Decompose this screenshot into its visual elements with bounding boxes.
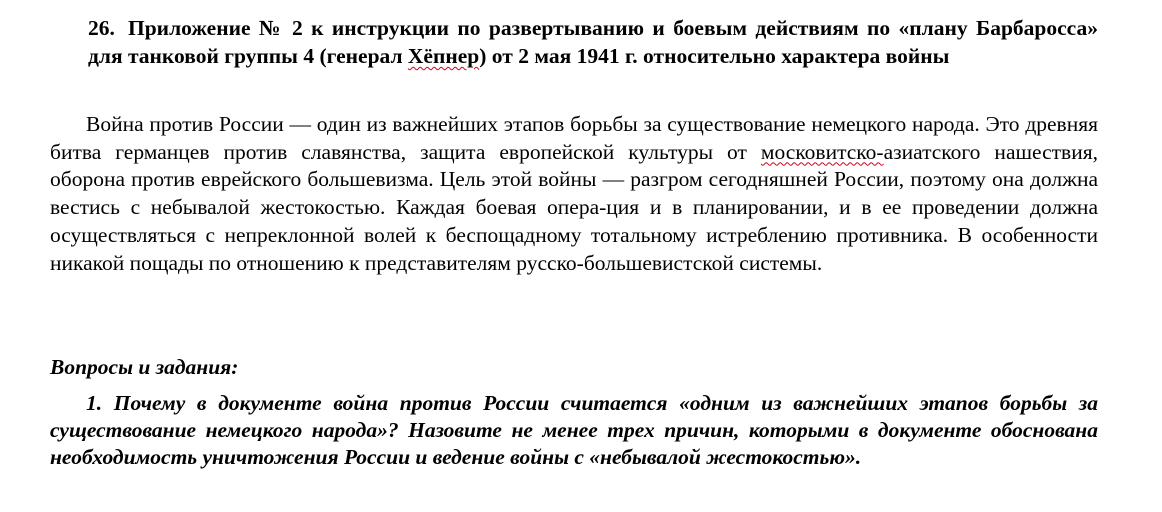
questions-title: Вопросы и задания: bbox=[50, 355, 239, 379]
body-text-part2: азиатского нашествия, оборона против еврейского большевизма. Цель этой войны — разгром сегодняшней России, поэтому она должна вестись с небывалой жестокостью. Каждая боевая опера-ция и в планировании, и в ее проведении должна осуществляться с непреклонной волей к беспощадному тотальному истреблению противника. В особенности никакой пощады по отношению к представителям русско-большевистской системы. bbox=[50, 139, 1098, 275]
document-body-paragraph bbox=[50, 111, 1098, 277]
heading-text-start: Приложение № 2 к инструкции по развертыванию и боевым действиям по «плану Барбаросса» для танковой группы 4 (генерал bbox=[88, 16, 1098, 68]
heading-text-end: ) от 2 мая 1941 г. относительно характера войны bbox=[479, 44, 950, 68]
heading-name-flagged: Хёпнер bbox=[407, 44, 480, 68]
heading-number: 26. bbox=[88, 16, 115, 40]
document-heading bbox=[88, 14, 1098, 70]
question-1-text: 1. Почему в документе война против России считается «одним из важнейших этапов борьбы за существование немецкого народа»? Назовите не менее трех причин, которыми в документе обоснована необходимость уничтожения России и ведение войны с «небывалой жестокостью». bbox=[50, 391, 1098, 470]
body-text-part1: Война против России — один из важнейших этапов борьбы за существование немецкого народа. Это древняя битва германцев против славянства, защита европейской культуры от bbox=[50, 112, 1098, 164]
body-flagged-word: московитско- bbox=[760, 139, 884, 164]
question-1 bbox=[50, 390, 1098, 472]
